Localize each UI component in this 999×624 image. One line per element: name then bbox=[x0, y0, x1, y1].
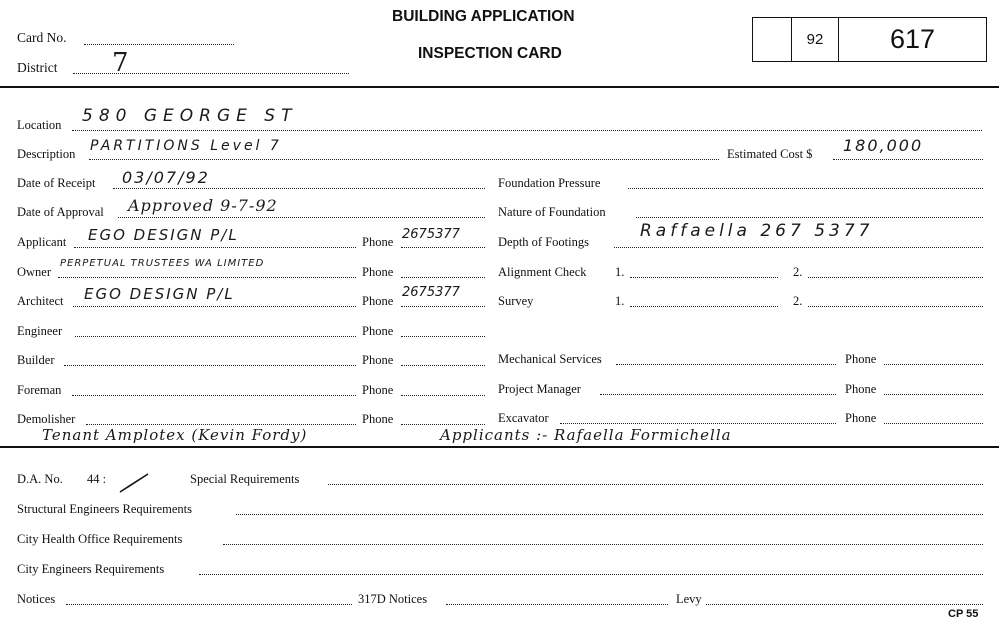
applicant-phone-label: Phone bbox=[362, 235, 394, 249]
estimated-cost-label: Estimated Cost $ bbox=[727, 147, 813, 161]
demolisher-field[interactable] bbox=[86, 424, 356, 425]
mechanical-label: Mechanical Services bbox=[498, 352, 602, 366]
applicant-field[interactable] bbox=[74, 247, 356, 248]
project-manager-phone-label: Phone bbox=[845, 382, 877, 396]
estimated-cost-value: 180,000 bbox=[843, 136, 924, 155]
da-no-value: 44 : bbox=[87, 472, 107, 486]
demolisher-phone-label: Phone bbox=[362, 412, 394, 426]
applicant-label: Applicant bbox=[17, 235, 67, 249]
city-eng-field[interactable] bbox=[199, 574, 983, 575]
survey-label: Survey bbox=[498, 294, 534, 308]
date-receipt-field[interactable] bbox=[113, 188, 485, 189]
applicant-phone-field[interactable] bbox=[401, 247, 485, 248]
title-line1: BUILDING APPLICATION bbox=[392, 8, 575, 25]
location-field[interactable] bbox=[72, 130, 982, 131]
alignment-num2: 2. bbox=[793, 265, 803, 279]
excavator-field[interactable] bbox=[560, 423, 836, 424]
nature-foundation-field[interactable] bbox=[636, 217, 983, 218]
da-no-label: D.A. No. bbox=[17, 472, 63, 486]
architect-phone-label: Phone bbox=[362, 294, 394, 308]
date-approval-label: Date of Approval bbox=[17, 205, 104, 219]
card-number: 617 bbox=[889, 24, 936, 54]
demolisher-label: Demolisher bbox=[17, 412, 76, 426]
structural-label: Structural Engineers Requirements bbox=[17, 502, 192, 516]
architect-phone-field[interactable] bbox=[401, 306, 485, 307]
alignment-check-field-1[interactable] bbox=[630, 277, 778, 278]
form-code: CP 55 bbox=[948, 608, 979, 620]
da-no-slash bbox=[118, 470, 152, 496]
alignment-check-field-2[interactable] bbox=[808, 277, 983, 278]
foundation-pressure-field[interactable] bbox=[628, 188, 983, 189]
card-year: 92 bbox=[791, 18, 839, 61]
description-label: Description bbox=[17, 147, 76, 161]
notices-label: Notices bbox=[17, 592, 56, 606]
foreman-phone-label: Phone bbox=[362, 383, 394, 397]
nature-foundation-label: Nature of Foundation bbox=[498, 205, 606, 219]
levy-label: Levy bbox=[676, 592, 702, 606]
depth-footings-field[interactable] bbox=[614, 247, 983, 248]
date-approval-value: Approved 9-7-92 bbox=[128, 196, 278, 215]
builder-phone-label: Phone bbox=[362, 353, 394, 367]
project-manager-field[interactable] bbox=[600, 394, 836, 395]
builder-field[interactable] bbox=[64, 365, 356, 366]
foundation-pressure-label: Foundation Pressure bbox=[498, 176, 601, 190]
excavator-phone-field[interactable] bbox=[884, 423, 983, 424]
date-approval-field[interactable] bbox=[118, 217, 485, 218]
owner-phone-field[interactable] bbox=[401, 277, 485, 278]
card-no-field[interactable] bbox=[84, 44, 234, 45]
excavator-phone-label: Phone bbox=[845, 411, 877, 425]
depth-footings-label: Depth of Footings bbox=[498, 235, 589, 249]
special-req-field[interactable] bbox=[328, 484, 983, 485]
levy-field[interactable] bbox=[706, 604, 983, 605]
architect-label: Architect bbox=[17, 294, 64, 308]
engineer-phone-label: Phone bbox=[362, 324, 394, 338]
notices-317d-field[interactable] bbox=[446, 604, 668, 605]
health-label: City Health Office Requirements bbox=[17, 532, 183, 546]
notices-317d-label: 317D Notices bbox=[358, 592, 428, 606]
survey-field-1[interactable] bbox=[630, 306, 778, 307]
owner-phone-label: Phone bbox=[362, 265, 394, 279]
builder-phone-field[interactable] bbox=[401, 365, 485, 366]
mechanical-phone-field[interactable] bbox=[884, 364, 983, 365]
project-manager-label: Project Manager bbox=[498, 382, 581, 396]
applicant-value: EGO DESIGN P/L bbox=[88, 226, 239, 244]
district-label: District bbox=[17, 60, 58, 75]
engineer-field[interactable] bbox=[75, 336, 356, 337]
date-receipt-value: 03/07/92 bbox=[122, 168, 210, 187]
excavator-label: Excavator bbox=[498, 411, 549, 425]
city-eng-label: City Engineers Requirements bbox=[17, 562, 165, 576]
project-manager-phone-field[interactable] bbox=[884, 394, 983, 395]
survey-num2: 2. bbox=[793, 294, 803, 308]
location-value: 580 GEORGE ST bbox=[82, 106, 298, 126]
engineer-phone-field[interactable] bbox=[401, 336, 485, 337]
mechanical-phone-label: Phone bbox=[845, 352, 877, 366]
survey-field-2[interactable] bbox=[808, 306, 983, 307]
foreman-field[interactable] bbox=[72, 395, 356, 396]
foreman-phone-field[interactable] bbox=[401, 395, 485, 396]
date-receipt-label: Date of Receipt bbox=[17, 176, 96, 190]
survey-num1: 1. bbox=[615, 294, 625, 308]
description-value: PARTITIONS Level 7 bbox=[90, 138, 282, 154]
location-label: Location bbox=[17, 118, 62, 132]
demolisher-phone-field[interactable] bbox=[401, 424, 485, 425]
owner-field[interactable] bbox=[58, 277, 356, 278]
alignment-num1: 1. bbox=[615, 265, 625, 279]
foreman-label: Foreman bbox=[17, 383, 62, 397]
alignment-check-label: Alignment Check bbox=[498, 265, 587, 279]
card-no-label: Card No. bbox=[17, 30, 67, 45]
engineer-label: Engineer bbox=[17, 324, 63, 338]
architect-value: EGO DESIGN P/L bbox=[84, 285, 235, 303]
applicant-phone: 2675377 bbox=[402, 227, 460, 242]
special-req-label: Special Requirements bbox=[190, 472, 300, 486]
architect-phone: 2675377 bbox=[402, 285, 460, 300]
builder-label: Builder bbox=[17, 353, 55, 367]
owner-label: Owner bbox=[17, 265, 52, 279]
owner-value: PERPETUAL TRUSTEES WA LIMITED bbox=[60, 258, 265, 269]
applicants-note: Applicants :- Rafaella Formichella bbox=[440, 426, 732, 444]
title-line2: INSPECTION CARD bbox=[418, 45, 562, 62]
estimated-cost-field[interactable] bbox=[833, 159, 983, 160]
district-value: 7 bbox=[112, 48, 129, 78]
notices-field[interactable] bbox=[66, 604, 352, 605]
card-number-box bbox=[752, 17, 987, 62]
health-field[interactable] bbox=[223, 544, 983, 545]
structural-field[interactable] bbox=[236, 514, 983, 515]
depth-footings-value: Raffaella 267 5377 bbox=[640, 221, 874, 241]
header-divider bbox=[0, 86, 999, 88]
description-field[interactable] bbox=[89, 159, 719, 160]
mechanical-field[interactable] bbox=[616, 364, 836, 365]
section-divider bbox=[0, 446, 999, 448]
architect-field[interactable] bbox=[73, 306, 356, 307]
tenant-note: Tenant Amplotex (Kevin Fordy) bbox=[42, 426, 308, 444]
